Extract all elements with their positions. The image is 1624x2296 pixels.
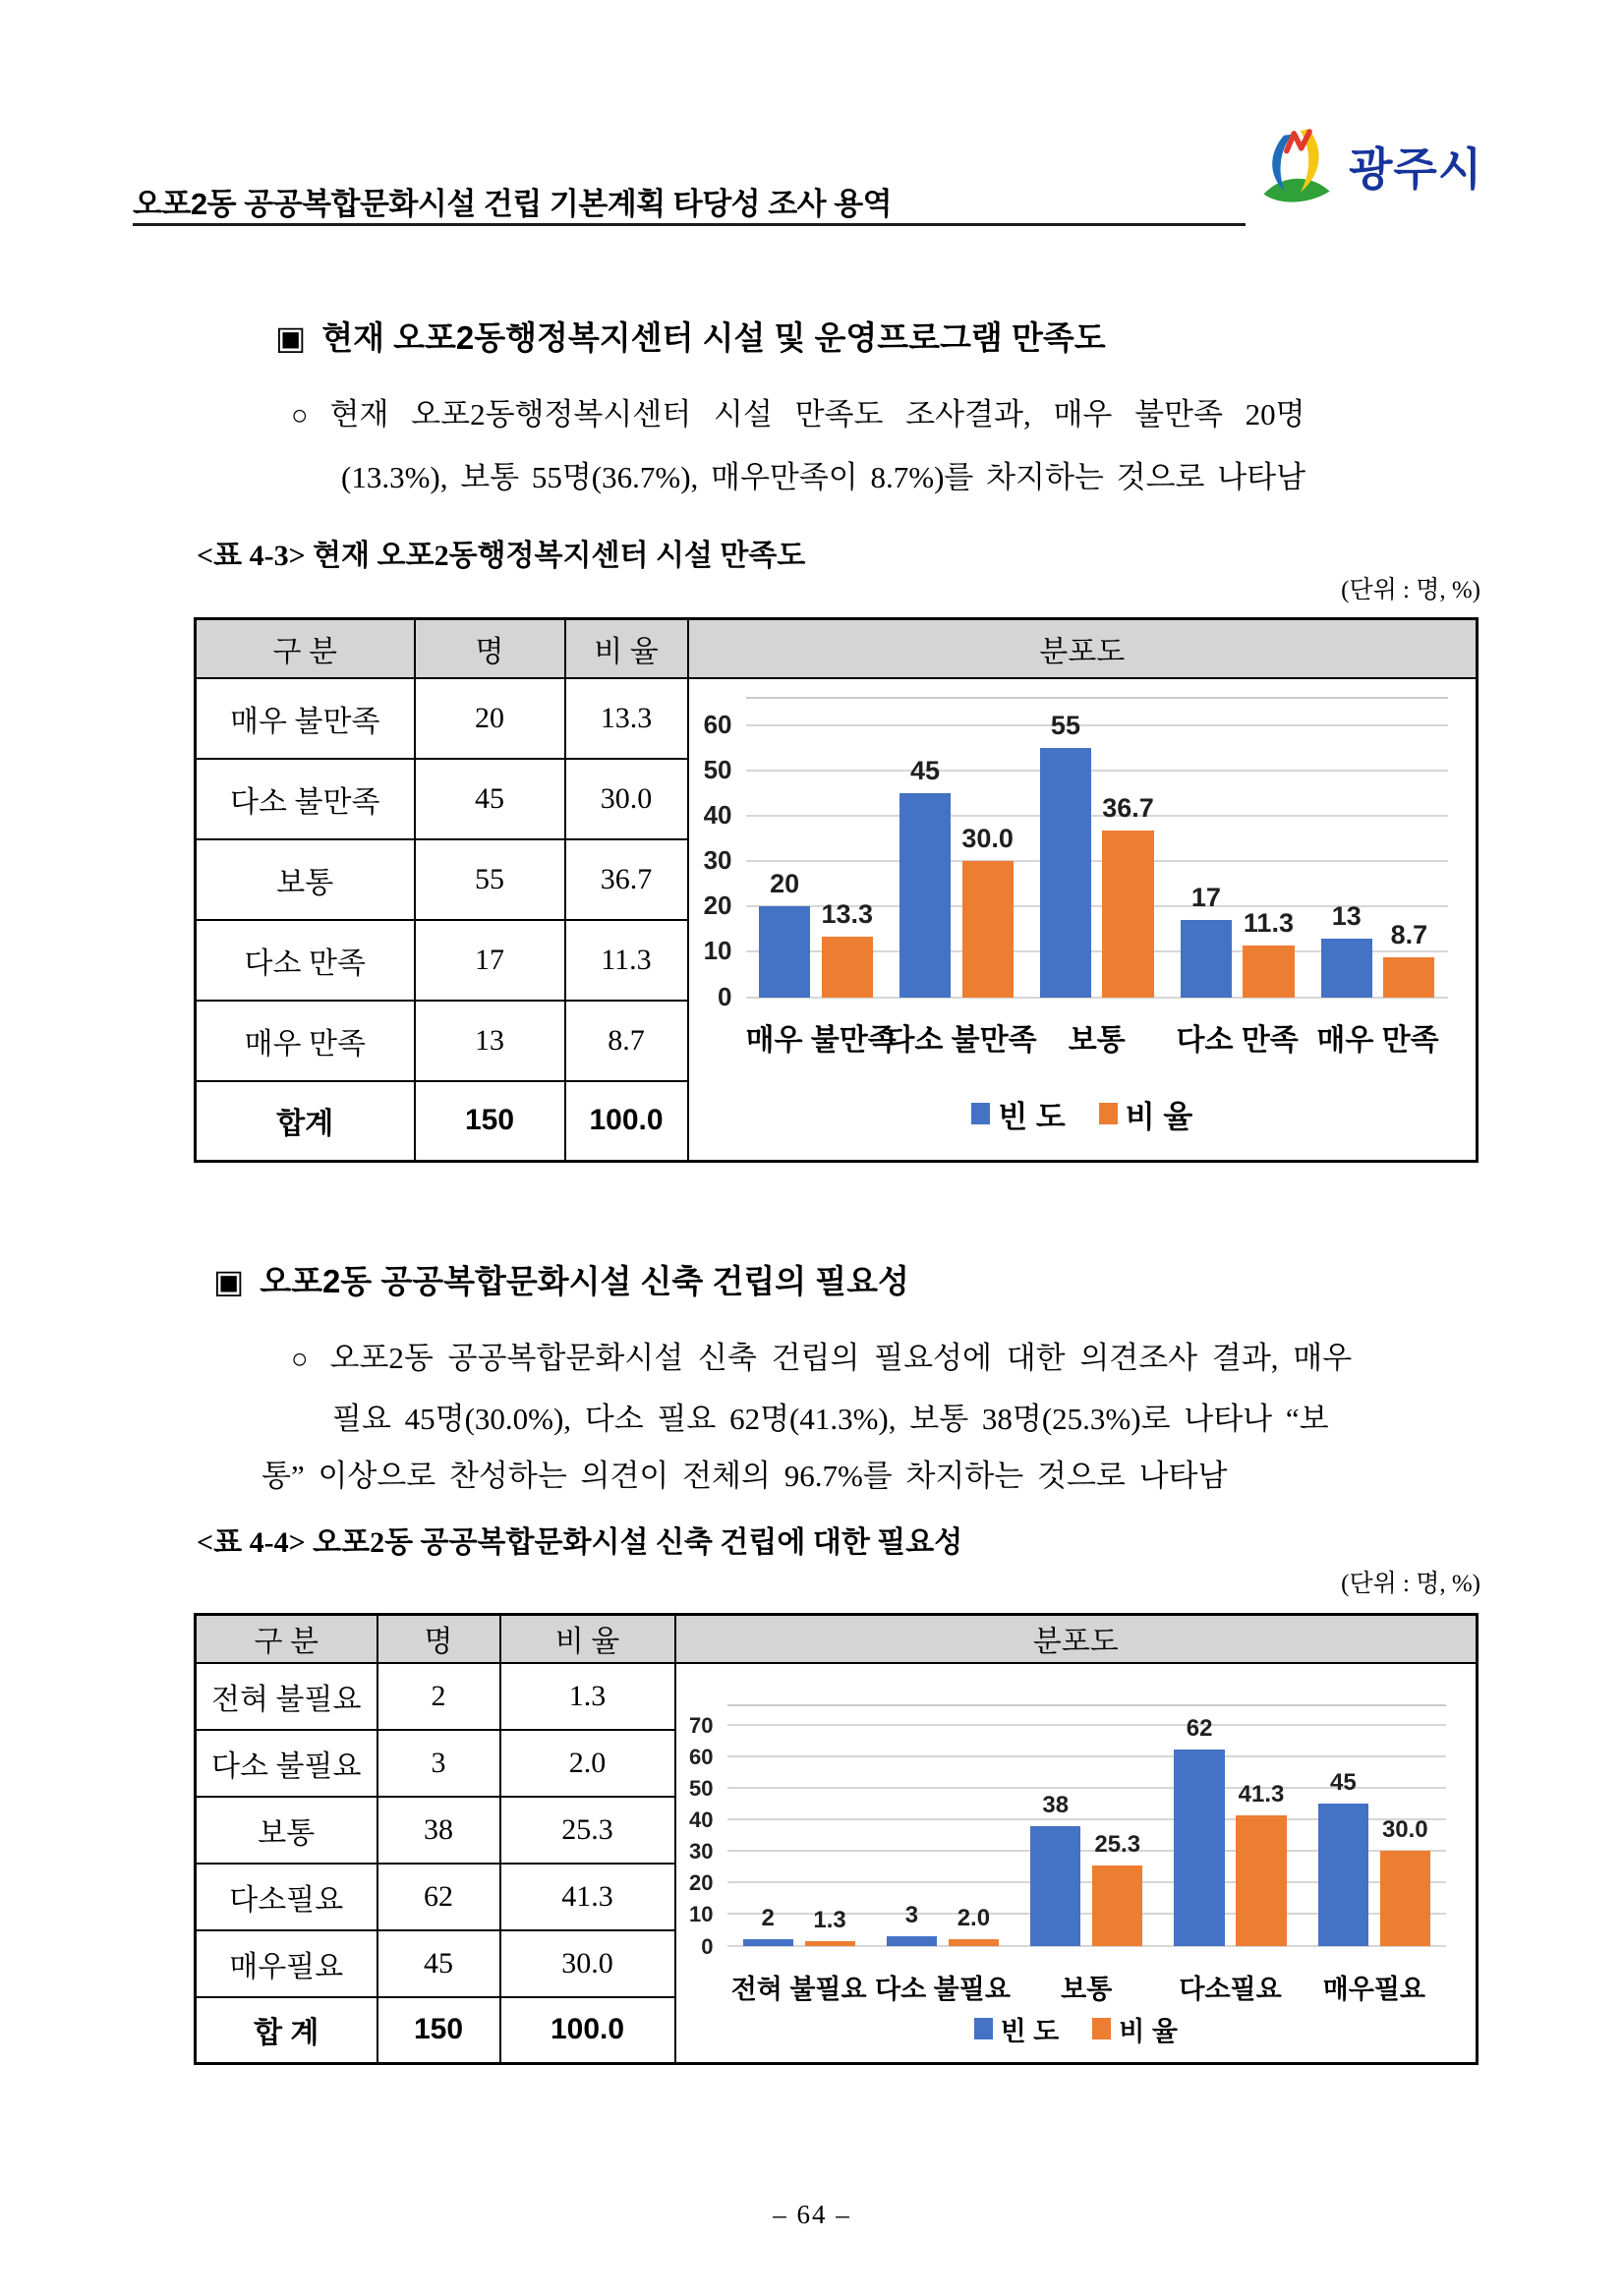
bar-value-label: 1.3 bbox=[813, 1907, 846, 1934]
legend-swatch bbox=[971, 1103, 990, 1124]
table-cell: 13 bbox=[415, 1001, 565, 1081]
x-axis-label: 보통 bbox=[1061, 1974, 1113, 2004]
section-1-heading bbox=[275, 313, 1106, 359]
table-cell: 45 bbox=[415, 759, 565, 839]
table-cell: 다소 불만족 bbox=[196, 759, 415, 839]
table-cell: 보통 bbox=[196, 839, 415, 920]
table-cell: 150 bbox=[415, 1081, 565, 1162]
y-axis-label: 20 bbox=[703, 890, 732, 921]
chart-legend bbox=[676, 2010, 1477, 2048]
body-line bbox=[291, 1333, 1352, 1377]
table-cell: 20 bbox=[415, 678, 565, 759]
bar-ratio bbox=[1236, 1815, 1286, 1946]
table-cell: 11.3 bbox=[565, 920, 688, 1001]
bar-value-label: 41.3 bbox=[1238, 1780, 1285, 1808]
bar-frequency bbox=[887, 1936, 937, 1946]
bar-value-label: 11.3 bbox=[1243, 908, 1294, 939]
table-cell: 100.0 bbox=[565, 1081, 688, 1162]
chart-plot-area bbox=[703, 697, 1449, 1057]
header-rule bbox=[133, 223, 1246, 226]
bar-value-label: 8.7 bbox=[1390, 920, 1428, 950]
bar-ratio bbox=[822, 937, 873, 997]
stats-table bbox=[194, 617, 1479, 1163]
y-axis-label: 10 bbox=[703, 936, 732, 966]
table-cell: 합계 bbox=[196, 1081, 415, 1162]
bullet-icon: ○ bbox=[291, 400, 309, 431]
col-header-category: 구 분 bbox=[196, 1615, 377, 1663]
x-axis-label: 다소 불만족 bbox=[886, 1023, 1037, 1057]
x-axis-label: 매우 만족 bbox=[1316, 1023, 1439, 1057]
x-axis-labels bbox=[746, 1015, 1449, 1059]
gridline bbox=[727, 1755, 1447, 1757]
table-header-row bbox=[196, 619, 1478, 678]
section-marker-icon: ▣ bbox=[275, 319, 307, 356]
y-axis-label: 0 bbox=[701, 1933, 714, 1959]
bar-frequency bbox=[1040, 748, 1091, 997]
stats-table bbox=[194, 1613, 1479, 2065]
table-cell: 100.0 bbox=[500, 1997, 675, 2064]
col-header-count: 명 bbox=[377, 1615, 500, 1663]
x-axis-label: 전혀 불필요 bbox=[730, 1974, 867, 2004]
unit-label: (단위 : 명, %) bbox=[1341, 577, 1480, 603]
x-axis-label: 다소필요 bbox=[1179, 1974, 1282, 2004]
table-caption: <표 4-4> 오포2동 공공복합문화시설 신축 건립에 대한 필요성 bbox=[197, 1526, 963, 1559]
bar-value-label: 38 bbox=[1042, 1791, 1070, 1818]
legend-label: 비 율 bbox=[1119, 2016, 1178, 2046]
table-cell: 매우 만족 bbox=[196, 1001, 415, 1081]
distribution-chart bbox=[675, 1663, 1478, 2064]
gridline bbox=[746, 724, 1449, 726]
bar-value-label: 2 bbox=[761, 1905, 775, 1932]
table-cell: 다소 만족 bbox=[196, 920, 415, 1001]
bar-frequency bbox=[743, 1939, 793, 1945]
table-4-3 bbox=[194, 617, 1479, 1163]
section-heading-text: 현재 오포2동행정복지센터 시설 및 운영프로그램 만족도 bbox=[321, 319, 1106, 356]
y-axis-label: 30 bbox=[703, 845, 732, 876]
bar-frequency bbox=[1321, 939, 1372, 998]
table-cell: 3 bbox=[377, 1730, 500, 1797]
y-axis-label: 50 bbox=[703, 755, 732, 785]
col-header-count: 명 bbox=[415, 619, 565, 678]
bar-value-label: 62 bbox=[1186, 1715, 1213, 1743]
table-cell: 38 bbox=[377, 1797, 500, 1864]
table-cell: 150 bbox=[377, 1997, 500, 2064]
bar-ratio bbox=[949, 1939, 999, 1945]
x-axis-labels bbox=[727, 1968, 1447, 2006]
bar-ratio bbox=[805, 1941, 855, 1945]
bar-frequency bbox=[1030, 1826, 1080, 1946]
bar-ratio bbox=[962, 861, 1014, 997]
legend-swatch bbox=[1092, 2018, 1111, 2039]
body-line bbox=[291, 389, 1305, 433]
chart-panel-header: 분포도 bbox=[675, 1615, 1478, 1663]
y-axis-label: 20 bbox=[689, 1870, 714, 1896]
table-cell: 2 bbox=[377, 1663, 500, 1730]
bar-value-label: 30.0 bbox=[961, 824, 1014, 854]
bar-value-label: 13 bbox=[1331, 900, 1362, 931]
table-cell: 매우 불만족 bbox=[196, 678, 415, 759]
table-4-4 bbox=[194, 1613, 1479, 2065]
page-number: – 64 – bbox=[773, 2200, 851, 2229]
x-axis-label: 다소 만족 bbox=[1176, 1023, 1299, 1057]
table-row bbox=[196, 1663, 1478, 1730]
gridline bbox=[746, 815, 1449, 817]
bullet-icon: ○ bbox=[291, 1344, 309, 1375]
table-cell: 2.0 bbox=[500, 1730, 675, 1797]
table-caption: <표 4-3> 현재 오포2동행정복지센터 시설 만족도 bbox=[197, 540, 806, 572]
y-axis-label: 10 bbox=[689, 1902, 714, 1927]
city-logo bbox=[1256, 120, 1482, 212]
table-cell: 55 bbox=[415, 839, 565, 920]
bar-ratio bbox=[1102, 831, 1153, 997]
table-cell: 전혀 불필요 bbox=[196, 1663, 377, 1730]
x-axis-label: 다소 불필요 bbox=[874, 1974, 1011, 2004]
table-header-row bbox=[196, 1615, 1478, 1663]
chart-panel-header: 분포도 bbox=[688, 619, 1478, 678]
table-cell: 합 계 bbox=[196, 1997, 377, 2064]
body-line: 통” 이상으로 찬성하는 의견이 전체의 96.7%를 차지하는 것으로 나타남 bbox=[261, 1459, 1228, 1493]
unit-label: (단위 : 명, %) bbox=[1341, 1571, 1480, 1597]
legend-label: 빈 도 bbox=[998, 1099, 1066, 1134]
bar-frequency bbox=[1174, 1750, 1224, 1945]
table-row bbox=[196, 678, 1478, 759]
table-cell: 45 bbox=[377, 1930, 500, 1997]
bar-value-label: 2.0 bbox=[957, 1905, 991, 1932]
body-line: 필요 45명(30.0%), 다소 필요 62명(41.3%), 보통 38명(25.3%)로 나타나 “보 bbox=[332, 1402, 1329, 1436]
distribution-chart bbox=[688, 678, 1478, 1162]
table-cell: 매우필요 bbox=[196, 1930, 377, 1997]
legend-item bbox=[971, 1092, 1066, 1136]
bar-ratio bbox=[1092, 1866, 1142, 1945]
y-axis-label: 50 bbox=[689, 1775, 714, 1801]
x-axis-label: 매우필요 bbox=[1322, 1974, 1425, 2004]
col-header-category: 구 분 bbox=[196, 619, 415, 678]
table-cell: 다소필요 bbox=[196, 1864, 377, 1930]
table-cell: 25.3 bbox=[500, 1797, 675, 1864]
bar-value-label: 25.3 bbox=[1094, 1831, 1141, 1859]
logo-text: 광주시 bbox=[1349, 144, 1483, 195]
y-axis-label: 70 bbox=[689, 1712, 714, 1738]
y-axis-label: 40 bbox=[689, 1808, 714, 1833]
legend-item bbox=[1092, 2010, 1178, 2048]
body-line: (13.3%), 보통 55명(36.7%), 매우만족이 8.7%)를 차지하는 것으로 나타남 bbox=[341, 460, 1306, 494]
table-cell: 17 bbox=[415, 920, 565, 1001]
doc-header-title: 오포2동 공공복합문화시설 건립 기본계획 타당성 조사 용역 bbox=[133, 187, 893, 221]
table-cell: 다소 불필요 bbox=[196, 1730, 377, 1797]
y-axis-label: 0 bbox=[718, 981, 732, 1011]
bar-value-label: 30.0 bbox=[1381, 1816, 1428, 1844]
bar-value-label: 17 bbox=[1190, 883, 1221, 913]
table-cell: 13.3 bbox=[565, 678, 688, 759]
y-axis-label: 30 bbox=[689, 1839, 714, 1865]
bar-ratio bbox=[1380, 1851, 1430, 1945]
bar-frequency bbox=[759, 906, 810, 997]
chart-plot-area bbox=[689, 1704, 1447, 2004]
bar-frequency bbox=[1318, 1804, 1368, 1945]
y-axis-label: 60 bbox=[703, 710, 732, 740]
col-header-ratio: 비 율 bbox=[565, 619, 688, 678]
bar-frequency bbox=[899, 793, 951, 997]
x-axis-label: 매우 불만족 bbox=[745, 1023, 897, 1057]
bar-value-label: 3 bbox=[904, 1901, 919, 1928]
legend-item bbox=[1099, 1092, 1193, 1136]
chart-legend bbox=[689, 1092, 1477, 1136]
bar-ratio bbox=[1243, 946, 1294, 997]
bar-value-label: 36.7 bbox=[1102, 793, 1154, 824]
bar-frequency bbox=[1181, 920, 1232, 997]
table-cell: 30.0 bbox=[565, 759, 688, 839]
body-text: 오포2동 공공복합문화시설 신축 건립의 필요성에 대한 의견조사 결과, 매우 bbox=[329, 1341, 1353, 1375]
legend-label: 비 율 bbox=[1125, 1099, 1193, 1134]
gridline bbox=[746, 860, 1449, 862]
bar-value-label: 45 bbox=[910, 756, 941, 786]
table-cell: 8.7 bbox=[565, 1001, 688, 1081]
legend-swatch bbox=[1099, 1103, 1118, 1124]
table-cell: 36.7 bbox=[565, 839, 688, 920]
table-cell: 1.3 bbox=[500, 1663, 675, 1730]
logo-mark-icon bbox=[1256, 120, 1339, 212]
gridline bbox=[727, 1724, 1447, 1726]
y-axis-label: 40 bbox=[703, 800, 732, 831]
bar-value-label: 55 bbox=[1050, 711, 1080, 741]
section-heading-text: 오포2동 공공복합문화시설 신축 건립의 필요성 bbox=[260, 1263, 909, 1299]
table-cell: 41.3 bbox=[500, 1864, 675, 1930]
bar-ratio bbox=[1383, 957, 1434, 997]
table-cell: 보통 bbox=[196, 1797, 377, 1864]
section-marker-icon: ▣ bbox=[213, 1263, 245, 1299]
table-cell: 62 bbox=[377, 1864, 500, 1930]
section-2-heading bbox=[213, 1256, 909, 1302]
y-axis-label: 60 bbox=[689, 1744, 714, 1769]
col-header-ratio: 비 율 bbox=[500, 1615, 675, 1663]
x-axis-label: 보통 bbox=[1068, 1023, 1126, 1057]
legend-label: 빈 도 bbox=[1000, 2016, 1060, 2046]
gridline bbox=[746, 770, 1449, 772]
bar-value-label: 20 bbox=[770, 869, 800, 899]
legend-item bbox=[974, 2010, 1060, 2048]
body-text: 현재 오포2동행정복시센터 시설 만족도 조사결과, 매우 불만족 20명 bbox=[329, 397, 1305, 431]
legend-swatch bbox=[974, 2018, 993, 2039]
table-cell: 30.0 bbox=[500, 1930, 675, 1997]
bar-value-label: 45 bbox=[1330, 1769, 1357, 1797]
bar-value-label: 13.3 bbox=[821, 899, 874, 930]
